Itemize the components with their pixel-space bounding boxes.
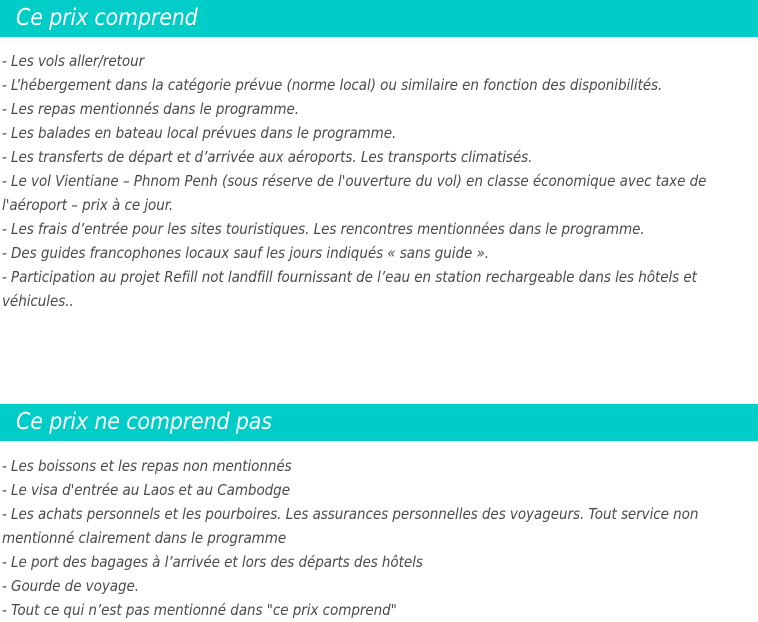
- list-item: - Participation au projet Refill not landfill fournissant de l’eau en station rechargeable dans les hôtels et véhicules..: [2, 268, 697, 310]
- section-body-excluded: [0, 441, 758, 622]
- section-header-excluded: [0, 404, 758, 441]
- list-item: - Les achats personnels et les pourboires. Les assurances personnelles des voyageurs. Tout service non mentionné clairement dans le programme: [2, 505, 699, 547]
- section-title-excluded: Ce prix ne comprend pas: [16, 409, 272, 435]
- section-spacer: [0, 313, 758, 404]
- list-item: - Les repas mentionnés dans le programme.: [2, 100, 299, 118]
- list-item: - Les frais d’entrée pour les sites touristiques. Les rencontres mentionnées dans le programme.: [2, 220, 645, 238]
- section-title-included: Ce prix comprend: [16, 5, 198, 31]
- list-item: - L’hébergement dans la catégorie prévue (norme local) ou similaire en fonction des disponibilités.: [2, 76, 663, 94]
- section-header-included: [0, 0, 758, 37]
- list-item: - Gourde de voyage.: [2, 577, 139, 595]
- list-item: - Le vol Vientiane – Phnom Penh (sous réserve de l'ouverture du vol) en classe économique avec taxe de l'aéroport – prix à ce jour.: [2, 172, 707, 214]
- list-item: - Les balades en bateau local prévues dans le programme.: [2, 124, 397, 142]
- list-item: - Tout ce qui n’est pas mentionné dans "ce prix comprend": [2, 601, 397, 619]
- list-item: - Le visa d'entrée au Laos et au Cambodge: [2, 481, 290, 499]
- list-item: - Les transferts de départ et d’arrivée aux aéroports. Les transports climatisés.: [2, 148, 533, 166]
- section-body-included: [0, 37, 758, 313]
- list-item: - Les boissons et les repas non mentionnés: [2, 457, 292, 475]
- list-item: - Le port des bagages à l’arrivée et lors des départs des hôtels: [2, 553, 423, 571]
- list-item: - Les vols aller/retour: [2, 52, 145, 70]
- list-item: - Des guides francophones locaux sauf les jours indiqués « sans guide ».: [2, 244, 489, 262]
